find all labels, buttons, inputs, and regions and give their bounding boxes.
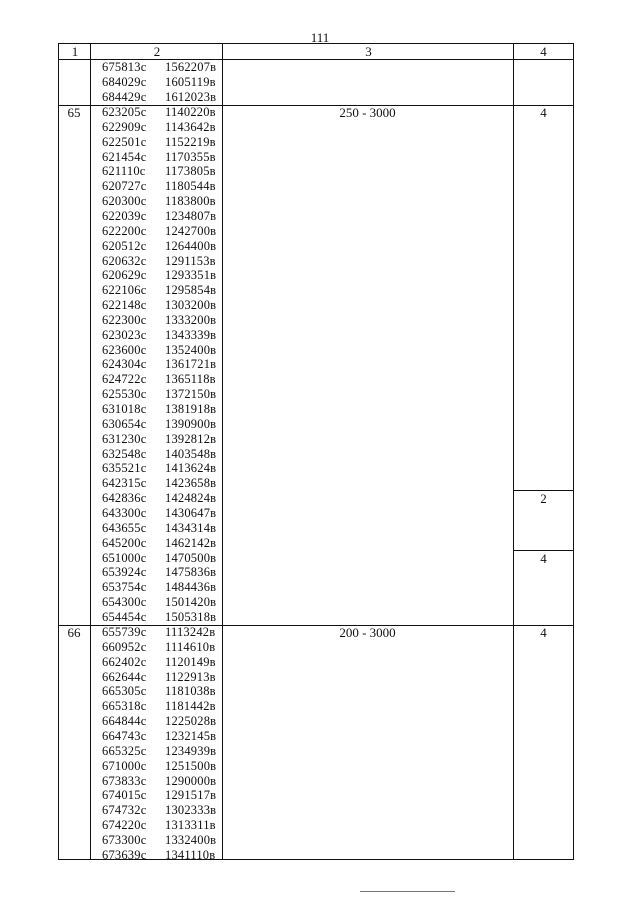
footer-rule [360, 891, 455, 892]
code-line: 660952с 1114610в [102, 639, 216, 654]
code-line: 622039с 1234807в [102, 208, 217, 223]
code-line: 630654с 1390900в [102, 416, 217, 431]
code-line: 655739с 1113242в [102, 625, 216, 639]
row-number-65: 65 [67, 105, 81, 120]
code-line: 622148с 1303200в [102, 298, 217, 313]
page-number: 111 [310, 30, 330, 45]
code-line: 674732с 1302333в [102, 803, 217, 818]
code-line: 631230с 1392812в [102, 431, 217, 446]
code-line: 622200с 1242700в [102, 223, 217, 238]
header-col-2: 2 [153, 44, 161, 59]
code-line: 622909с 1143642в [102, 119, 216, 134]
code-line: 623600с 1352400в [102, 342, 217, 357]
code-line: 651000с 1470500в [102, 550, 217, 565]
code-line: 623205с 1140220в [102, 105, 216, 119]
header-col-3: 3 [365, 44, 372, 59]
code-line: 664743с 1232145в [102, 728, 217, 743]
code-line: 654454с 1505318в [102, 609, 217, 624]
code-line: 620512с 1264400в [102, 238, 217, 253]
category-65-c: 4 [540, 551, 547, 566]
code-line: 631018с 1381918в [102, 402, 217, 416]
code-line: 622300с 1333200в [102, 312, 217, 327]
code-line: 642315с 1423658в [102, 476, 217, 491]
code-line: 664844с 1225028в [102, 714, 217, 729]
code-line: 620632с 1291153в [102, 253, 216, 268]
category-65-b: 2 [540, 491, 547, 506]
code-line: 635521с 1413624в [102, 461, 217, 476]
column-divider-3 [513, 43, 514, 860]
code-line: 665325с 1234939в [102, 743, 217, 758]
table-border-right [573, 43, 574, 860]
category-66: 4 [540, 625, 547, 640]
table-header-row [58, 43, 574, 60]
code-line: 662402с 1120149в [102, 654, 216, 669]
code-line: 671000с 1251500в [102, 758, 217, 773]
code-line: 684429с 1612023в [102, 90, 217, 104]
code-line: 620727с 1180544в [102, 179, 216, 194]
code-line: 674015с 1291517в [102, 788, 217, 803]
code-line: 643655с 1434314в [102, 520, 217, 535]
code-line: 620629с 1293351в [102, 268, 217, 283]
header-col-4: 4 [540, 44, 547, 59]
code-line: 674220с 1313311в [102, 818, 216, 833]
code-line: 642836с 1424824в [102, 491, 217, 506]
coordinates-table [58, 43, 574, 860]
code-line: 673639с 1341110в [102, 847, 216, 862]
category-65-a: 4 [540, 105, 547, 120]
row-number-66: 66 [67, 625, 81, 640]
code-line: 624304с 1361721в [102, 357, 217, 372]
code-line: 625530с 1372150в [102, 387, 217, 402]
code-line: 653754с 1484436в [102, 580, 217, 595]
code-line: 621110с 1173805в [102, 164, 216, 179]
code-line: 645200с 1462142в [102, 535, 217, 550]
code-line: 654300с 1501420в [102, 595, 217, 610]
column-divider-1 [90, 43, 91, 860]
code-line: 673833с 1290000в [102, 773, 217, 788]
code-line: 662644с 1122913в [102, 669, 216, 684]
code-line: 684029с 1605119в [102, 75, 216, 89]
code-line: 643300с 1430647в [102, 505, 217, 520]
code-line: 673300с 1332400в [102, 832, 217, 847]
code-line: 665318с 1181442в [102, 699, 216, 714]
code-line: 621454с 1170355в [102, 149, 216, 164]
code-line: 622501с 1152219в [102, 134, 216, 149]
code-line: 620300с 1183800в [102, 194, 216, 209]
code-line: 632548с 1403548в [102, 446, 217, 461]
code-line: 675813с 1562207в [102, 60, 217, 74]
code-line: 665305с 1181038в [102, 684, 216, 699]
code-line: 653924с 1475836в [102, 565, 217, 580]
table-border-left [58, 43, 59, 860]
code-line: 623023с 1343339в [102, 327, 217, 342]
header-col-1: 1 [71, 44, 79, 59]
code-line: 624722с 1365118в [102, 372, 216, 387]
frequency-range-66: 200 - 3000 [339, 625, 396, 640]
code-line: 622106с 1295854в [102, 283, 217, 298]
column-divider-2 [222, 43, 223, 860]
frequency-range-65: 250 - 3000 [339, 105, 396, 120]
